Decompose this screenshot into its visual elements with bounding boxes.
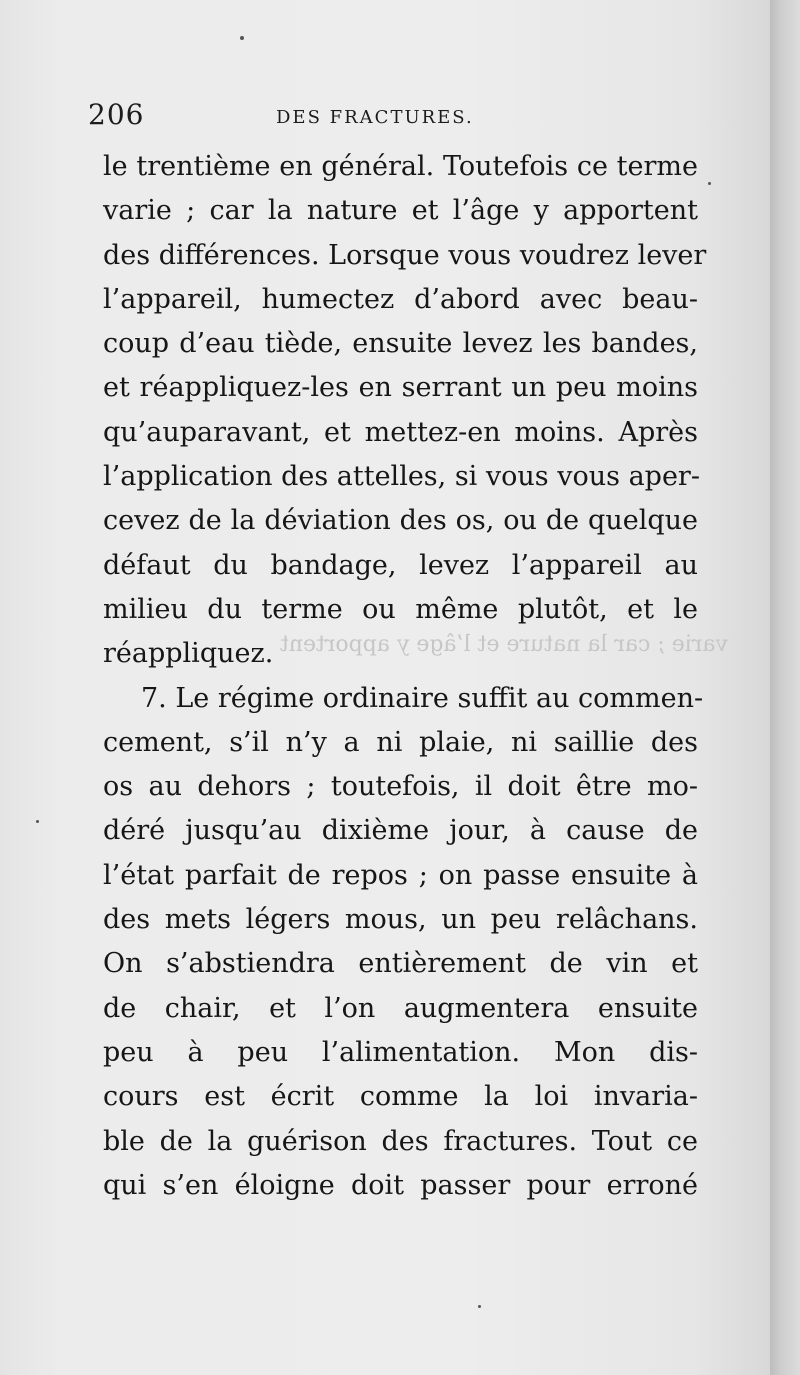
text-line: et réappliquez-les en serrant un peu moins <box>103 372 698 404</box>
page-header <box>88 98 688 138</box>
text-line: défaut du bandage, levez l’appareil au <box>103 549 698 581</box>
text-line: os au dehors ; toutefois, il doit être mo- <box>103 771 698 803</box>
text-line: l’appareil, humectez d’abord avec beau- <box>103 283 698 315</box>
paper-speck <box>478 1305 481 1308</box>
text-line: l’application des attelles, si vous vous aper- <box>103 461 700 493</box>
text-line: qu’auparavant, et mettez-en moins. Après <box>103 416 698 448</box>
text-line: cours est écrit comme la loi invaria- <box>103 1081 698 1113</box>
book-gutter <box>770 0 800 1375</box>
text-line: des mets légers mous, un peu relâchans. <box>103 904 698 936</box>
text-line: cement, s’il n’y a ni plaie, ni saillie des <box>103 726 698 758</box>
text-line: milieu du terme ou même plutôt, et le <box>103 593 698 625</box>
text-line: cevez de la déviation des os, ou de quelque <box>103 505 698 537</box>
text-line: de chair, et l’on augmentera ensuite <box>103 992 698 1024</box>
body-text <box>103 145 707 1208</box>
text-line: peu à peu l’alimentation. Mon dis- <box>103 1036 698 1068</box>
paragraph-start-line: 7. Le régime ordinaire suffit au commen- <box>141 682 704 714</box>
text-line: des différences. Lorsque vous voudrez lever <box>103 239 707 271</box>
paper-speck <box>708 182 711 185</box>
paper-speck <box>240 36 244 40</box>
page-number: 206 <box>88 98 145 131</box>
text-line: On s’abstiendra entièrement de vin et <box>103 948 698 980</box>
text-line: ble de la guérison des fractures. Tout ce <box>103 1125 698 1157</box>
show-through-text: varie ; car la nature et l’âge y apportent <box>280 632 728 657</box>
text-line: qui s’en éloigne doit passer pour erroné <box>103 1169 698 1201</box>
text-line: coup d’eau tiède, ensuite levez les bandes, <box>103 328 698 360</box>
text-line: réappliquez. <box>103 638 274 670</box>
text-line: déré jusqu’au dixième jour, à cause de <box>103 815 698 847</box>
text-line: l’état parfait de repos ; on passe ensuite à <box>103 859 698 891</box>
running-head: DES FRACTURES. <box>276 107 474 128</box>
text-line: varie ; car la nature et l’âge y apportent <box>103 195 698 227</box>
text-line: le trentième en général. Toutefois ce terme <box>103 151 698 182</box>
paper-speck <box>36 820 39 823</box>
